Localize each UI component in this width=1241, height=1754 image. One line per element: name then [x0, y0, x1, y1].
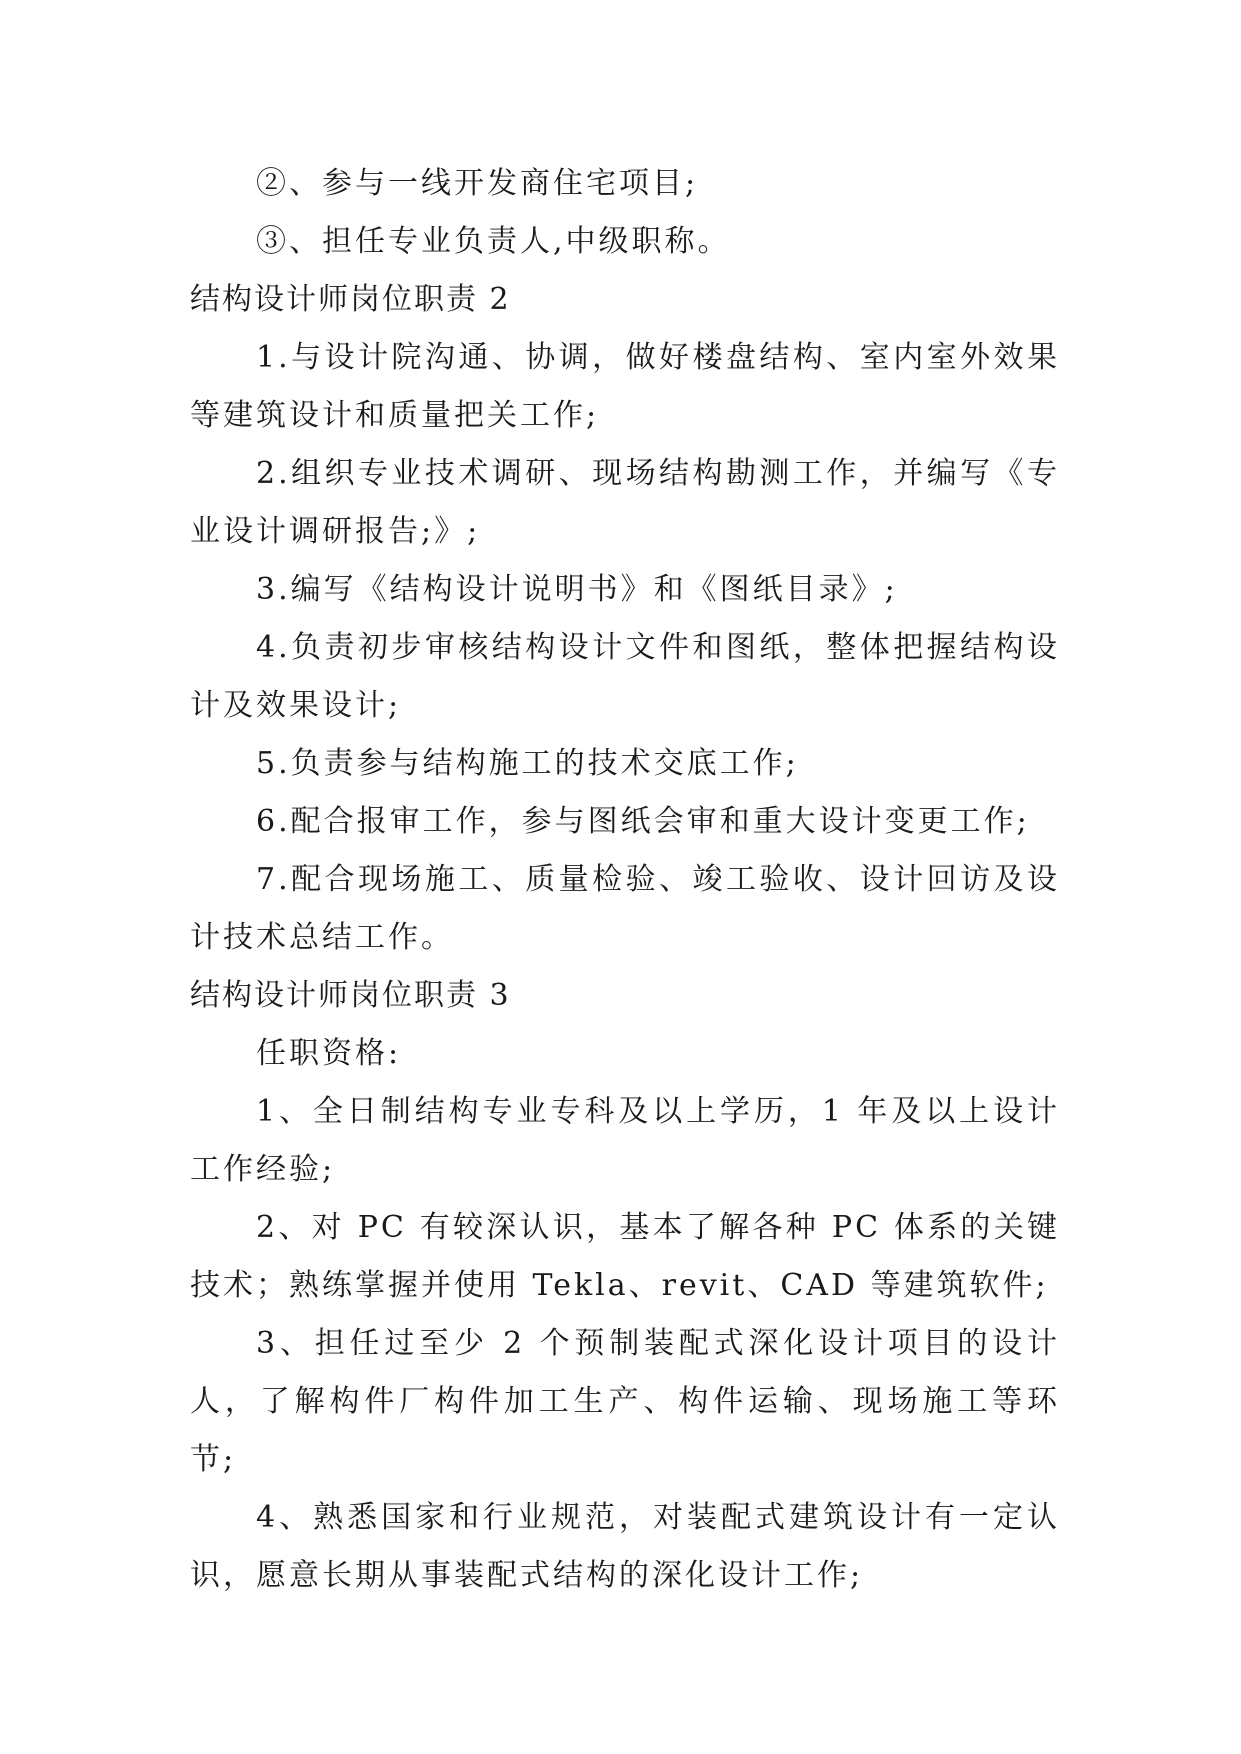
- paragraph: 2.组织专业技术调研、现场结构勘测工作，并编写《专业设计调研报告;》;: [190, 456, 1060, 549]
- paragraph: ③、担任专业负责人,中级职称。: [256, 224, 731, 259]
- section-heading: 结构设计师岗位职责 3: [190, 978, 511, 1013]
- paragraph: 1、全日制结构专业专科及以上学历，1 年及以上设计工作经验;: [190, 1094, 1060, 1187]
- paragraph: 3.编写《结构设计说明书》和《图纸目录》;: [256, 572, 898, 607]
- paragraph: 4、熟悉国家和行业规范，对装配式建筑设计有一定认识，愿意长期从事装配式结构的深化设计工作;: [190, 1500, 1060, 1593]
- paragraph: 5.负责参与结构施工的技术交底工作;: [256, 746, 799, 781]
- paragraph: 4.负责初步审核结构设计文件和图纸，整体把握结构设计及效果设计;: [190, 630, 1060, 723]
- paragraph: 任职资格:: [256, 1036, 402, 1071]
- document-body: [190, 155, 1060, 1605]
- paragraph: 7.配合现场施工、质量检验、竣工验收、设计回访及设计技术总结工作。: [190, 862, 1060, 955]
- paragraph: ②、参与一线开发商住宅项目;: [256, 166, 699, 201]
- paragraph: 6.配合报审工作，参与图纸会审和重大设计变更工作;: [256, 804, 1030, 839]
- paragraph: 3、担任过至少 2 个预制装配式深化设计项目的设计人，了解构件厂构件加工生产、构件运输、现场施工等环节;: [190, 1326, 1060, 1477]
- section-heading: 结构设计师岗位职责 2: [190, 282, 511, 317]
- paragraph: 1.与设计院沟通、协调，做好楼盘结构、室内室外效果等建筑设计和质量把关工作;: [190, 340, 1060, 433]
- paragraph: 2、对 PC 有较深认识，基本了解各种 PC 体系的关键技术；熟练掌握并使用 Tekla、revit、CAD 等建筑软件;: [190, 1210, 1060, 1303]
